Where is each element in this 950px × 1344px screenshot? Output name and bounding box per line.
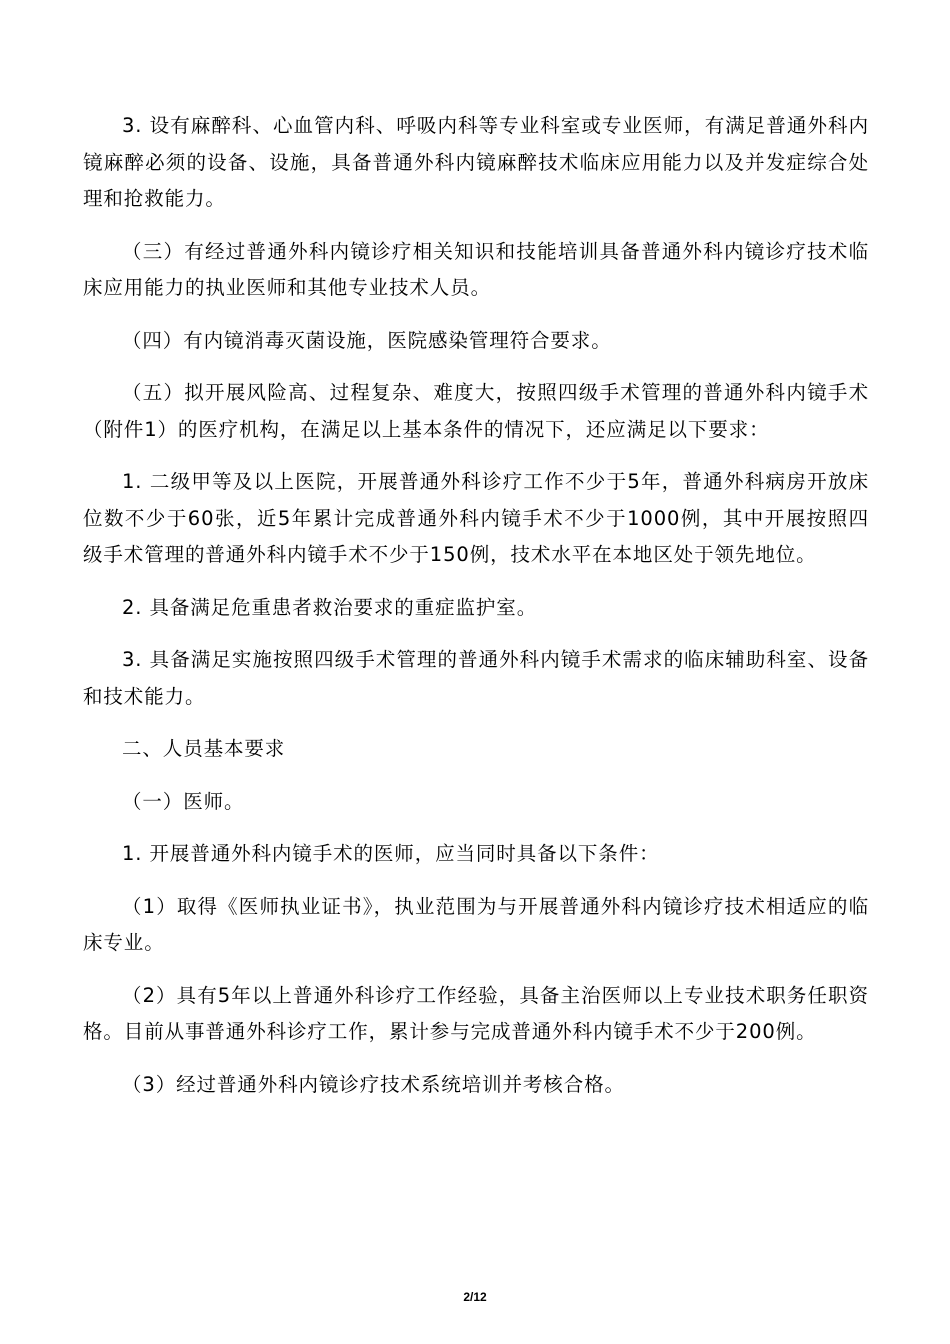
paragraph-4: （五）拟开展风险高、过程复杂、难度大，按照四级手术管理的普通外科内镜手术（附件1）的医疗机构，在满足以上基本条件的情况下，还应满足以下要求： (83, 381, 869, 441)
page-number: 2/12 (463, 1290, 487, 1304)
paragraph-5: 1. 二级甲等及以上医院，开展普通外科诊疗工作不少于5年，普通外科病房开放床位数不少于60张，近5年累计完成普通外科内镜手术不少于1000例，其中开展按照四级手术管理的普通外科内镜手术不少于150例，技术水平在本地区处于领先地位。 (83, 470, 869, 566)
paragraph-1: 3. 设有麻醉科、心血管内科、呼吸内科等专业科室或专业医师，有满足普通外科内镜麻醉必须的设备、设施，具备普通外科内镜麻醉技术临床应用能力以及并发症综合处理和抢救能力。 (83, 114, 869, 210)
paragraph-12: （2）具有5年以上普通外科诊疗工作经验，具备主治医师以上专业技术职务任职资格。目前从事普通外科诊疗工作，累计参与完成普通外科内镜手术不少于200例。 (83, 983, 869, 1043)
paragraph-11: （1）取得《医师执业证书》，执业范围为与开展普通外科内镜诊疗技术相适应的临床专业。 (83, 894, 869, 954)
paragraph-7: 3. 具备满足实施按照四级手术管理的普通外科内镜手术需求的临床辅助科室、设备和技术能力。 (83, 648, 869, 708)
subsection-heading-physician: （一）医师。 (122, 789, 245, 813)
paragraph-2: （三）有经过普通外科内镜诊疗相关知识和技能培训具备普通外科内镜诊疗技术临床应用能力的执业医师和其他专业技术人员。 (83, 239, 869, 299)
paragraph-3: （四）有内镜消毒灭菌设施，医院感染管理符合要求。 (122, 328, 612, 352)
document-body (83, 108, 869, 1119)
paragraph-13: （3）经过普通外科内镜诊疗技术系统培训并考核合格。 (122, 1072, 625, 1096)
paragraph-10: 1. 开展普通外科内镜手术的医师，应当同时具备以下条件： (122, 842, 660, 865)
section-heading-personnel: 二、人员基本要求 (122, 737, 286, 760)
paragraph-6: 2. 具备满足危重患者救治要求的重症监护室。 (122, 595, 538, 619)
